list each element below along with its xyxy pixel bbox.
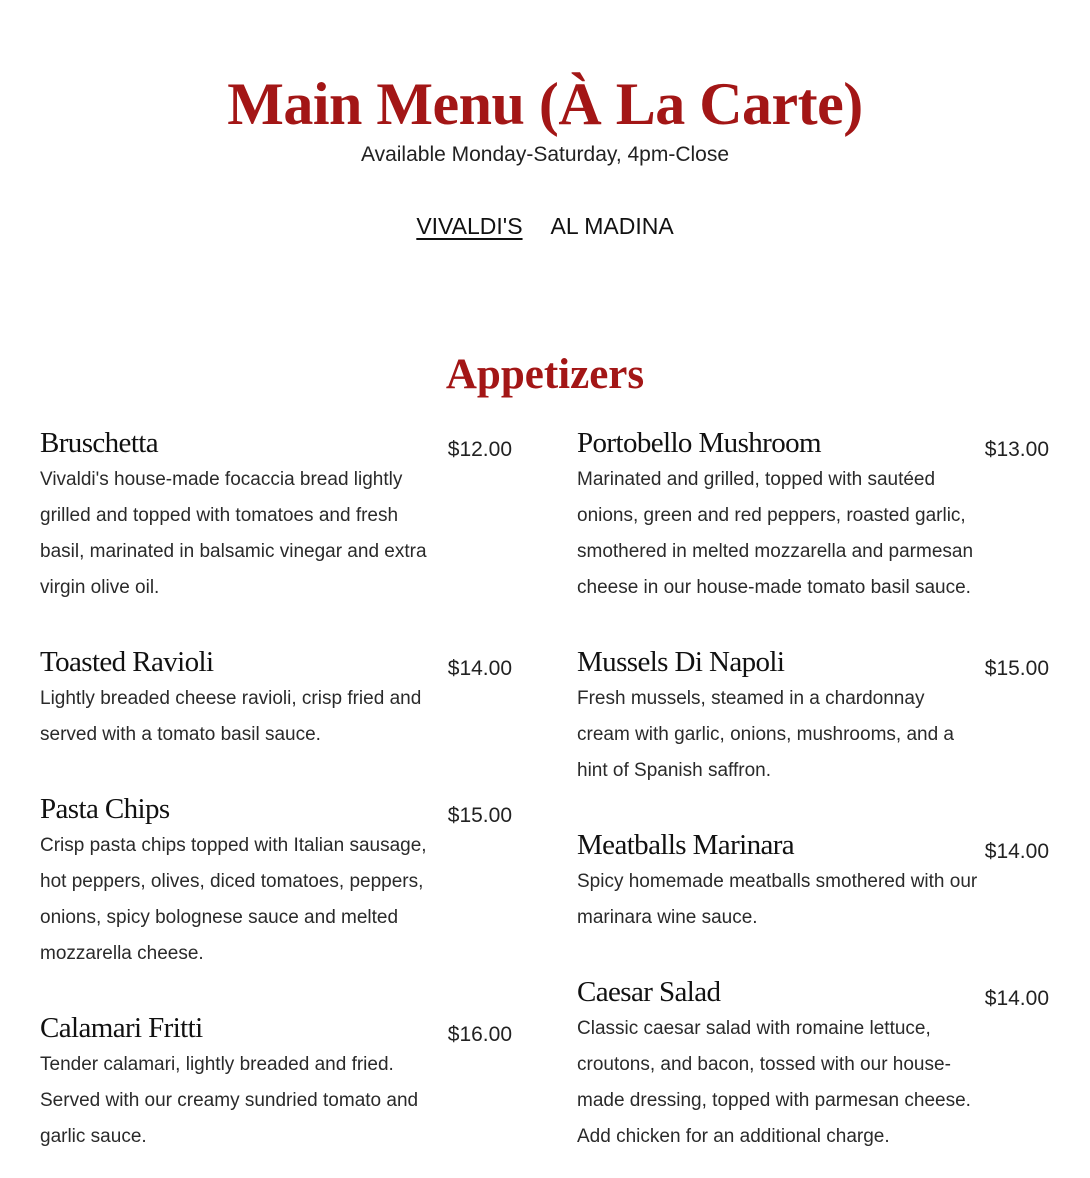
menu-item-price: $12.00 <box>447 438 512 461</box>
section-title-appetizers: Appetizers <box>445 350 645 398</box>
menu-column-right <box>577 424 1049 1178</box>
menu-item-price: $15.00 <box>984 657 1049 680</box>
menu-item <box>577 826 1049 936</box>
menu-item <box>40 424 512 606</box>
menu-item-description: Tender calamari, lightly breaded and fried. Served with our creamy sundried tomato and garlic sauce. <box>40 1054 419 1147</box>
menu-item-description: Marinated and grilled, topped with sautéed onions, green and red peppers, roasted garlic, smothered in melted mozzarella and parmesan cheese in our house-made tomato basil sauce. <box>577 469 974 598</box>
menu-item <box>40 643 512 753</box>
menu-item <box>577 424 1049 606</box>
menu-item-name: Toasted Ravioli <box>40 646 214 678</box>
menu-item-price: $14.00 <box>984 840 1049 863</box>
menu-item-price: $16.00 <box>447 1023 512 1046</box>
menu-item <box>577 973 1049 1155</box>
menu-item <box>577 643 1049 789</box>
menu-item-description: Lightly breaded cheese ravioli, crisp fried and served with a tomato basil sauce. <box>40 688 422 745</box>
menu-item-description: Classic caesar salad with romaine lettuce, croutons, and bacon, tossed with our house-made dressing, topped with parmesan cheese. Add chicken for an additional charge. <box>577 1018 971 1147</box>
menu-item-description: Crisp pasta chips topped with Italian sausage, hot peppers, olives, diced tomatoes, peppers, onions, spicy bolognese sauce and melted mozzarella cheese. <box>40 835 427 964</box>
menu-item-price: $14.00 <box>447 657 512 680</box>
nav-link-vivaldis[interactable]: VIVALDI'S <box>416 213 523 239</box>
menu-item-name: Meatballs Marinara <box>577 829 795 861</box>
availability-text: Available Monday-Saturday, 4pm-Close <box>360 143 730 166</box>
menu-item-name: Pasta Chips <box>40 793 170 825</box>
menu-column-left <box>40 424 512 1178</box>
menu-item-name: Portobello Mushroom <box>577 427 821 459</box>
menu-item-price: $13.00 <box>984 438 1049 461</box>
menu-item-price: $15.00 <box>447 804 512 827</box>
menu-item-name: Bruschetta <box>40 427 159 459</box>
menu-location-nav <box>0 211 1090 241</box>
page-title: Main Menu (À La Carte) <box>227 71 863 138</box>
menu-item-name: Calamari Fritti <box>40 1012 203 1044</box>
nav-link-al-madina[interactable]: AL MADINA <box>550 213 674 239</box>
menu-item-price: $14.00 <box>984 987 1049 1010</box>
menu-item-name: Mussels Di Napoli <box>577 646 785 678</box>
menu-item <box>40 1009 512 1155</box>
menu-item-name: Caesar Salad <box>577 976 721 1008</box>
menu-item-description: Fresh mussels, steamed in a chardonnay cream with garlic, onions, mushrooms, and a hint of Spanish saffron. <box>577 688 954 781</box>
menu-item-description: Spicy homemade meatballs smothered with our marinara wine sauce. <box>577 871 978 928</box>
menu-item <box>40 790 512 972</box>
menu-item-description: Vivaldi's house-made focaccia bread lightly grilled and topped with tomatoes and fresh basil, marinated in balsamic vinegar and extra virgin olive oil. <box>40 469 427 598</box>
